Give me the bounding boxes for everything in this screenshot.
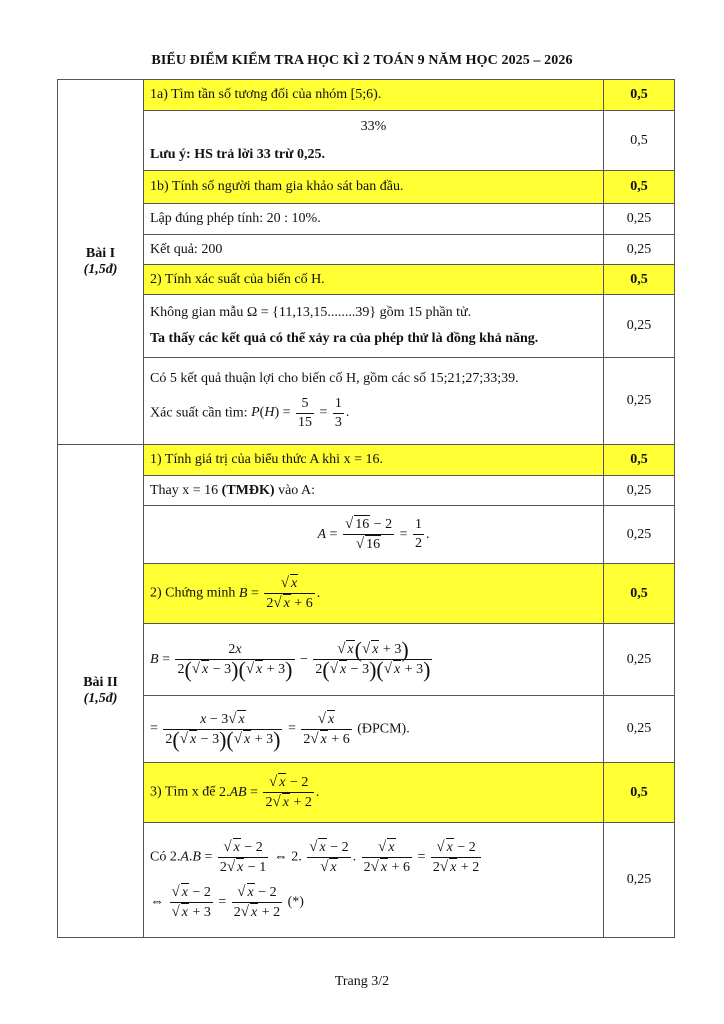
answer-cell: Không gian mẫu Ω = {11,13,15........39} gồm 15 phần tử. Ta thấy các kết quả có thể xảy ra của phép thử là đồng khả năng. <box>144 295 604 358</box>
points-cell: 0,5 <box>604 445 675 476</box>
grading-table <box>57 79 675 938</box>
answer-cell: Kết quả: 200 <box>144 235 604 265</box>
table-row <box>58 111 675 171</box>
table-row <box>58 506 675 564</box>
page-number: Trang 3/2 <box>334 974 390 989</box>
points-cell: 0,25 <box>604 358 675 445</box>
points-cell: 0,5 <box>604 564 675 624</box>
question-1b: 1b) Tính số người tham gia khảo sát ban đầu. <box>144 171 604 204</box>
question-2: 2) Chứng minh B = $\frac{√ x}{2√ x + 6}$ . <box>144 564 604 624</box>
points-cell: 0,25 <box>604 823 675 938</box>
formula-b-expanded: B = $\frac{2x}{2(√ x - 3)(√ x + 3)}$ − $\frac{√ x(√ x + 3)}{2(√ x - 3)(√ x + 3)}$ <box>144 624 604 696</box>
table-row <box>58 763 675 823</box>
table-row <box>58 564 675 624</box>
points-cell: 0,25 <box>604 204 675 235</box>
question-1: 1) Tính giá trị của biểu thức A khi x = 16. <box>144 445 604 476</box>
table-row <box>58 235 675 265</box>
table-row <box>58 80 675 111</box>
table-row <box>58 696 675 763</box>
probability-formula: P(H) = $\frac{5}{15}$ = $\frac{1}{3}$ . <box>251 395 350 430</box>
answer-cell: Có 5 kết quả thuận lợi cho biến cố H, gồm các số 15;21;27;33;39. Xác suất cần tìm: P(H) = $\frac{5}{15}$ = $\frac{1}{3}$ . <box>144 358 604 445</box>
points-cell: 0,5 <box>604 111 675 171</box>
answer-cell: Thay x = 16 (TMĐK) vào A: <box>144 476 604 506</box>
formula-b-simplified: = $\frac{x - 3√ x}{2(√ x - 3)(√ x + 3)}$ = $\frac{√ x}{2√ x + 6}$ (ĐPCM). <box>144 696 604 763</box>
answer-cell: Lập đúng phép tính: 20 : 10%. <box>144 204 604 235</box>
points-cell: 0,5 <box>604 763 675 823</box>
points-cell: 0,25 <box>604 235 675 265</box>
points-cell: 0,25 <box>604 624 675 696</box>
answer-cell: Có 2.A.B = $\frac{√ x - 2}{2√ x - 1}$ ⇔ 2. $\frac{√ x - 2}{√ x}$ . $\frac{√ x}{2√ x + 6}$ = $\frac{√ x - 2}{2√ x + 2}$ ⇔ $\frac{√ x - 2}{√ x + 3}$ = $\frac{√ x - 2}{2√ x + 2}$ (*) <box>144 823 604 938</box>
points-cell: 0,25 <box>604 506 675 564</box>
table-row <box>58 823 675 938</box>
answer-cell: 33% Lưu ý: HS trả lời 33 trừ 0,25. <box>144 111 604 171</box>
table-row <box>58 204 675 235</box>
section-label-bai-2: Bài II (1,5đ) <box>58 445 144 938</box>
table-row <box>58 265 675 295</box>
points-cell: 0,5 <box>604 171 675 204</box>
question-2: 2) Tính xác suất của biến cố H. <box>144 265 604 295</box>
table-row <box>58 295 675 358</box>
points-cell: 0,5 <box>604 80 675 111</box>
table-row <box>58 624 675 696</box>
page-title: BIỂU ĐIỂM KIỂM TRA HỌC KÌ 2 TOÁN 9 NĂM HỌC 2025 – 2026 <box>151 53 573 68</box>
points-cell: 0,25 <box>604 696 675 763</box>
points-cell: 0,25 <box>604 476 675 506</box>
section-label-bai-1: Bài I (1,5đ) <box>58 80 144 445</box>
table-row <box>58 445 675 476</box>
question-1a: 1a) Tìm tần số tương đối của nhóm [5;6). <box>144 80 604 111</box>
table-row <box>58 358 675 445</box>
table-row <box>58 171 675 204</box>
points-cell: 0,5 <box>604 265 675 295</box>
formula-a-value: A = $\frac{√ 16 - 2}{√ 16}$ = $\frac{1}{2}$ . <box>144 506 604 564</box>
question-3: 3) Tìm x để 2.AB = $\frac{√ x - 2}{2√ x + 2}$ . <box>144 763 604 823</box>
table-row <box>58 476 675 506</box>
points-cell: 0,25 <box>604 295 675 358</box>
